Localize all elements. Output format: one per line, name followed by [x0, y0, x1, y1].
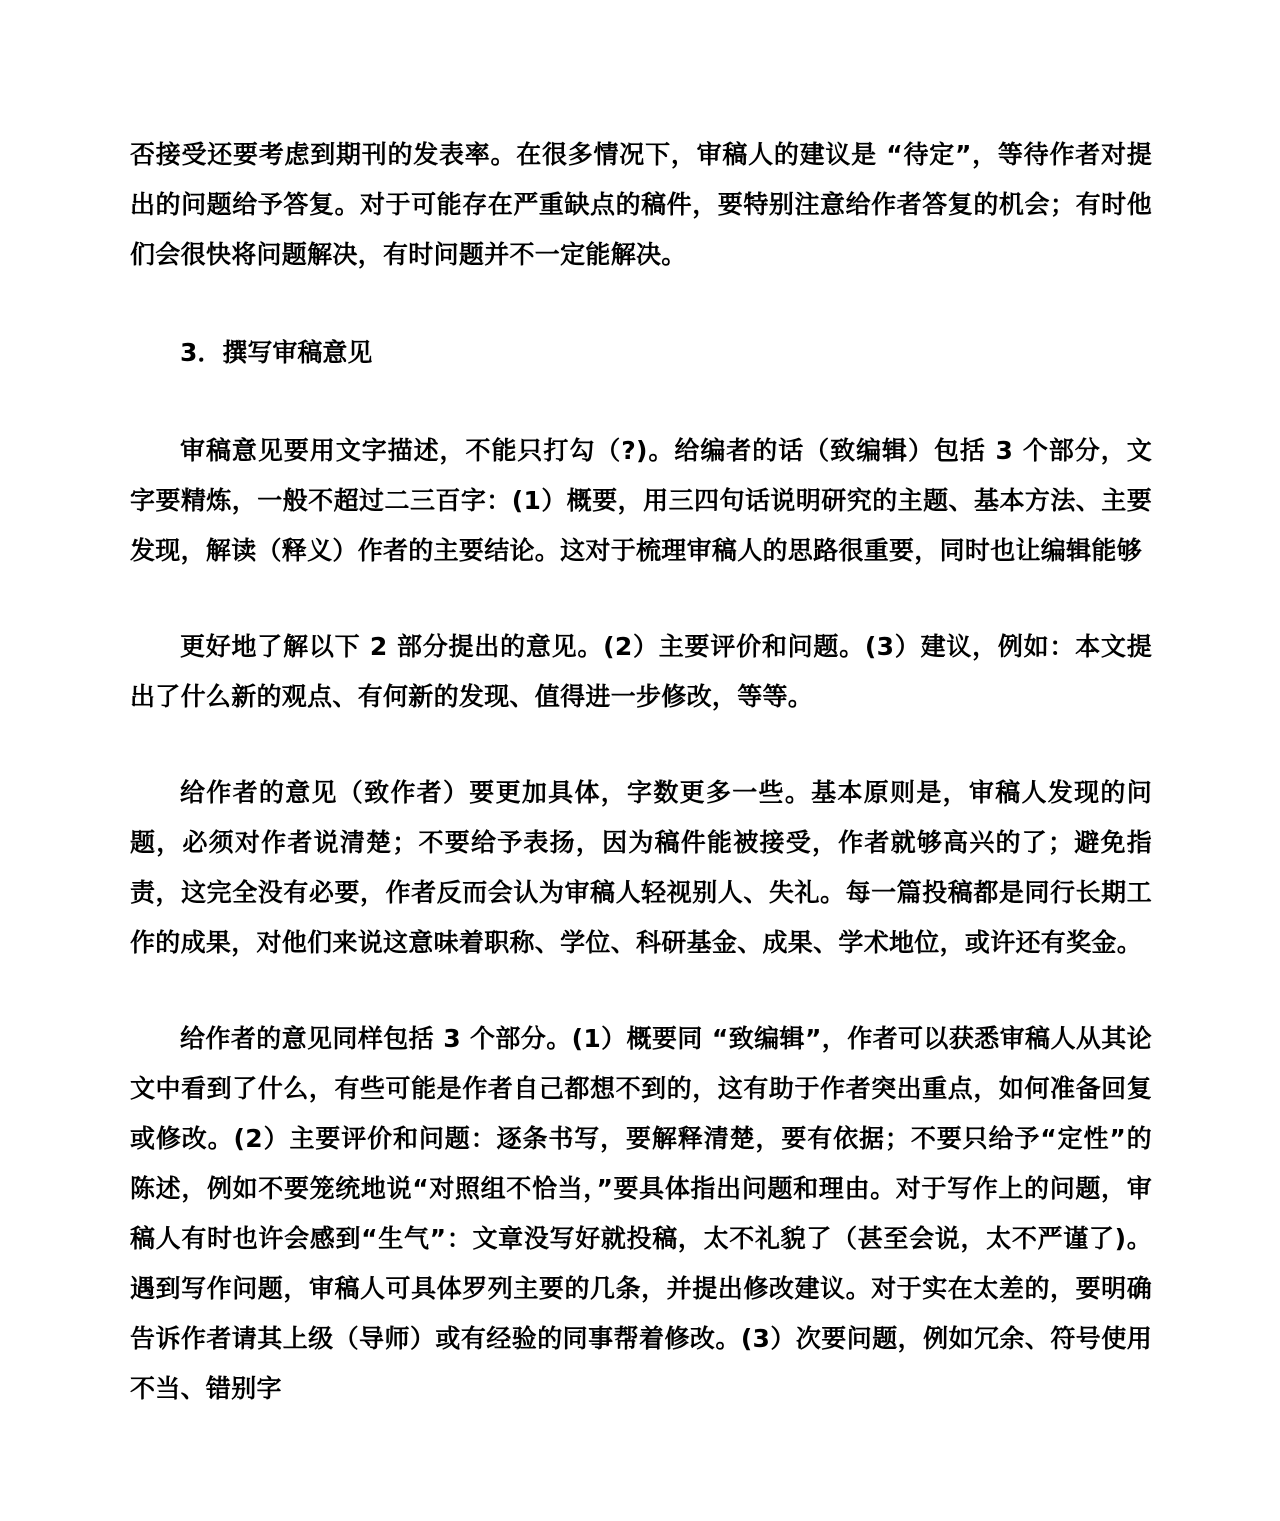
paragraph-continued: 否接受还要考虑到期刊的发表率。在很多情况下，审稿人的建议是 “待定”，等待作者对提出的问题给予答复。对于可能存在严重缺点的稿件，要特别注意给作者答复的机会；有时他们会很快将问题解决，有时问题并不一定能解决。: [130, 140, 1152, 269]
paragraph-author-comments-parts: 给作者的意见同样包括 3 个部分。(1）概要同 “致编辑”，作者可以获悉审稿人从其论文中看到了什么，有些可能是作者自己都想不到的，这有助于作者突出重点，如何准备回复或修改。(2）主要评价和问题：逐条书写，要解释清楚，要有依据；不要只给予“定性”的陈述，例如不要笼统地说“对照组不恰当，”要具体指出问题和理由。对于写作上的问题，审稿人有时也许会感到“生气”：文章没写好就投稿，太不礼貌了（甚至会说，太不严谨了)。 遇到写作问题，审稿人可具体罗列主要的几条，并提出修改建议。对于实在太差的，要明确告诉作者请其上级（导师）或有经验的同事帮着修改。(3）次要问题，例如冗余、符号使用不当、错别字: [130, 1024, 1152, 1403]
section-heading: 3．撰写审稿意见: [180, 338, 373, 367]
paragraph-gap: [130, 576, 1152, 622]
paragraph-author-comments: 给作者的意见（致作者）要更加具体，字数更多一些。基本原则是，审稿人发现的问题，必须对作者说清楚；不要给予表扬，因为稿件能被接受，作者就够高兴的了；避免指责，这完全没有必要，作者反而会认为审稿人轻视别人、失礼。每一篇投稿都是同行长期工作的成果，对他们来说这意味着职称、学位、科研基金、成果、学术地位，或许还有奖金。: [130, 778, 1152, 957]
paragraph-gap: [130, 280, 1152, 328]
paragraph-gap: [130, 968, 1152, 1014]
paragraph-gap: [130, 378, 1152, 426]
paragraph-gap: [130, 722, 1152, 768]
paragraph-editor-comments-cont: 更好地了解以下 2 部分提出的意见。(2）主要评价和问题。(3）建议，例如：本文提出了什么新的观点、有何新的发现、值得进一步修改，等等。: [130, 632, 1152, 711]
document-page: [130, 130, 1152, 1414]
paragraph-editor-comments: 审稿意见要用文字描述，不能只打勾（?)。给编者的话（致编辑）包括 3 个部分，文字要精炼，一般不超过二三百字：(1）概要，用三四句话说明研究的主题、基本方法、主要发现，解读（释义）作者的主要结论。这对于梳理审稿人的思路很重要，同时也让编辑能够: [130, 436, 1152, 565]
